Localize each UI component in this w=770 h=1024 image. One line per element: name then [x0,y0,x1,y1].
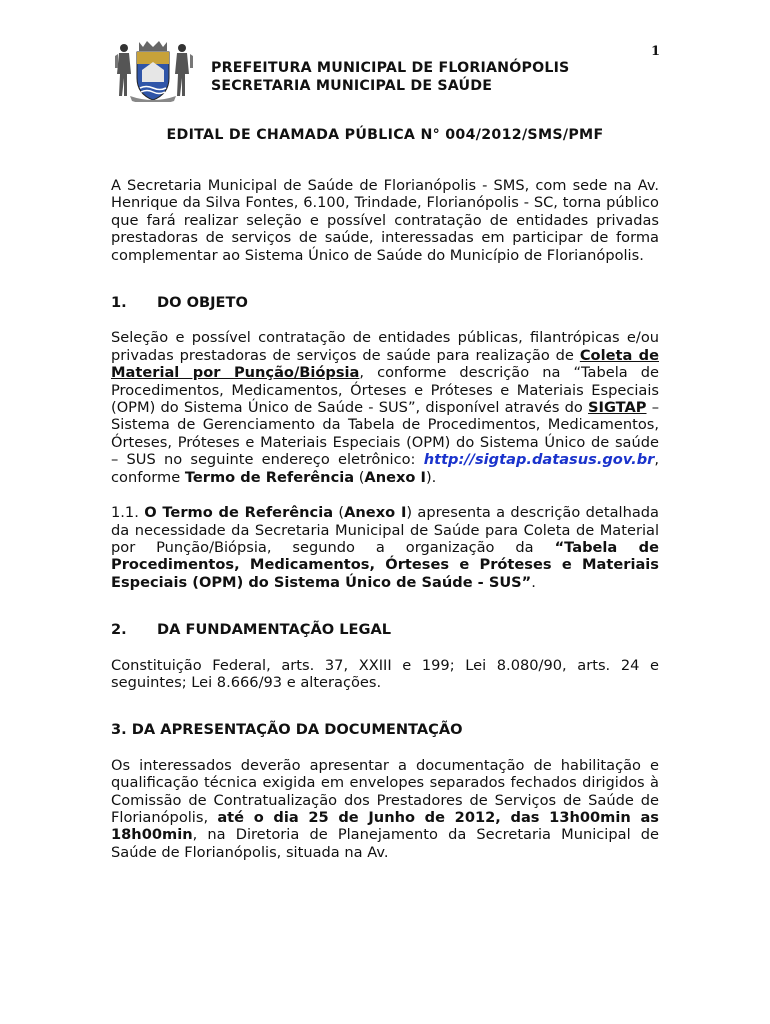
edital-title: EDITAL DE CHAMADA PÚBLICA N° 004/2012/SMS/PMF [166,127,604,143]
section-3-title [111,721,659,738]
section-3-heading: 3. DA APRESENTAÇÃO DA DOCUMENTAÇÃO [111,721,463,739]
institution-header [211,59,569,95]
page-number: 1 [651,44,661,59]
intro-paragraph: A Secretaria Municipal de Saúde de Florianópolis - SMS, com sede na Av. Henrique da Silva Fontes, 6.100, Trindade, Florianópolis - SC, torna público que fará realizar seleção e possível contratação de entidades privadas prestadoras de serviços de saúde, interessadas em participar de forma complementar ao Sistema Único de Saúde do Município de Florianópolis. [111,177,659,264]
sigtap-emphasis: SIGTAP [588,399,647,417]
section-2-title [111,621,659,638]
header-line-secretaria: SECRETARIA MUNICIPAL DE SAÚDE [211,78,493,94]
deadline-emphasis: até o dia 25 de Junho de 2012, das 13h00min as 18h00min [111,808,659,844]
header-line-prefeitura: PREFEITURA MUNICIPAL DE FLORIANÓPOLIS [211,60,570,76]
document-body [111,177,659,861]
section-2-paragraph: Constituição Federal, arts. 37, XXIII e 199; Lei 8.080/90, arts. 24 e seguintes; Lei 8.666/93 e alterações. [111,656,659,691]
section-1-paragraph: Seleção e possível contratação de entidades públicas, filantrópicas e/ou privadas prestadoras de serviços de saúde para realização de Coleta de Material por Punção/Biópsia, conforme descrição na “Tabela de Procedimentos, Medicamentos, Órteses e Próteses e Materiais Especiais (OPM) do Sistema Único de Saúde - SUS”, disponível através do SIGTAP – Sistema de Gerenciamento da Tabela de Procedimentos, Medicamentos, Órteses, Próteses e Materiais Especiais (OPM) do Sistema Único de saúde – SUS no seguinte endereço eletrônico: http://sigtap.datasus.gov.br, conforme Termo de Referência (Anexo I). [111,329,659,486]
sigtap-link[interactable]: http://sigtap.datasus.gov.br [423,451,655,469]
section-1-number: 1. [111,294,127,312]
section-3-paragraph: Os interessados deverão apresentar a documentação de habilitação e qualificação técnica exigida em envelopes separados fechados dirigidos à Comissão de Contratualização dos Prestadores de Serviços de Saúde de Florianópolis, até o dia 25 de Junho de 2012, das 13h00min as 18h00min, na Diretoria de Planejamento da Secretaria Municipal de Saúde de Florianópolis, situada na Av. [111,756,659,861]
coleta-material-emphasis: Coleta de Material por Punção/Biópsia [111,346,659,382]
section-1-title [111,294,659,311]
section-1-heading: DO OBJETO [157,294,248,312]
section-2-heading: DA FUNDAMENTAÇÃO LEGAL [157,621,392,639]
florianopolis-coat-of-arms-icon [110,38,196,102]
section-1-1-paragraph: 1.1. O Termo de Referência (Anexo I) apresenta a descrição detalhada da necessidade da Secretaria Municipal de Saúde para Coleta de Material por Punção/Biópsia, segundo a organização da “Tabela de Procedimentos, Medicamentos, Órteses e Próteses e Materiais Especiais (OPM) do Sistema Único de Saúde - SUS”. [111,504,659,591]
section-2-number: 2. [111,621,127,639]
tabela-emphasis: “Tabela de Procedimentos, Medicamentos, Órteses e Próteses e Materiais Especiais (OPM) do Sistema Único de Saúde - SUS” [111,538,659,591]
